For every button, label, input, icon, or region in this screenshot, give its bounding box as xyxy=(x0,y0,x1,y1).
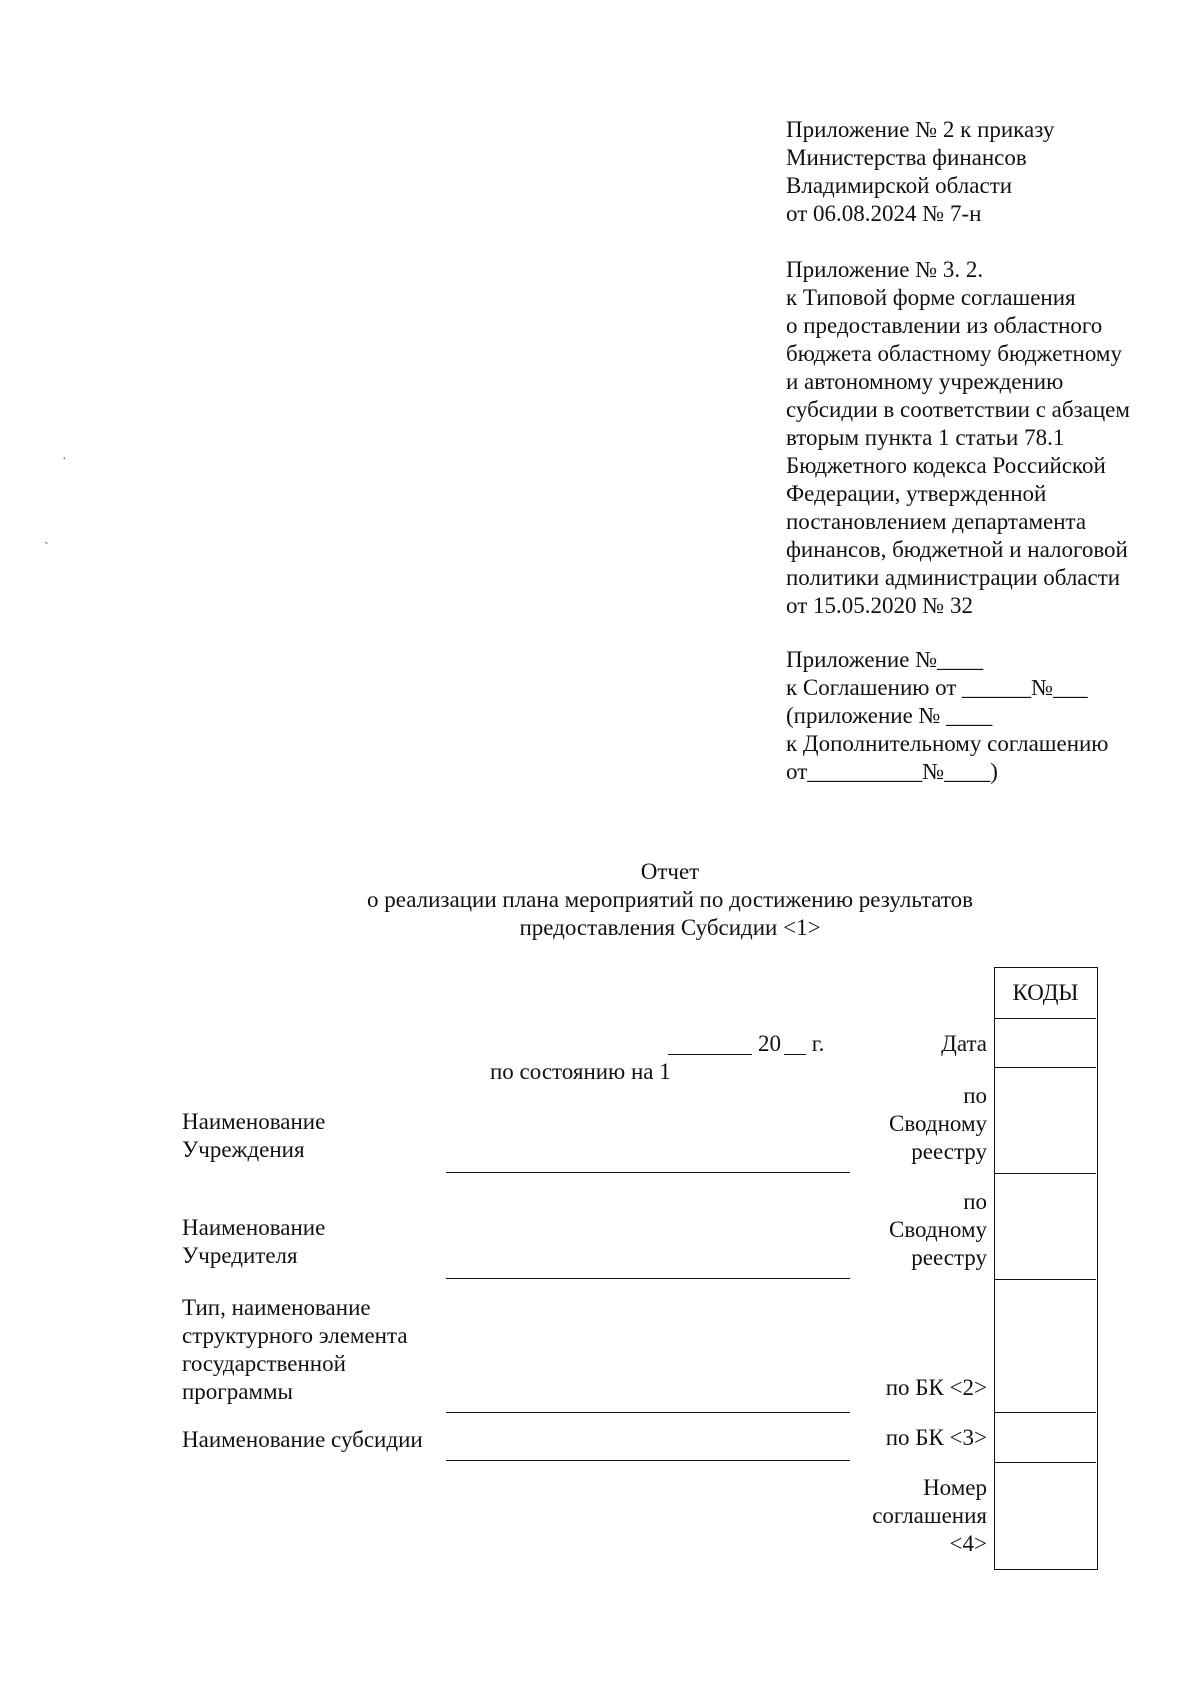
registry-code-cell-1[interactable] xyxy=(995,1067,1096,1174)
report-subtitle-line2: предоставления Субсидии <1> xyxy=(519,915,821,940)
as-of-prefix: по состоянию на 1 xyxy=(490,1059,671,1084)
appendix-line: к Дополнительному соглашению xyxy=(786,731,1109,756)
subsidy-label: Наименование субсидии xyxy=(182,1427,423,1452)
appendix-line: Бюджетного кодекса Российской xyxy=(786,453,1106,478)
scan-speck-mark: · xyxy=(62,452,67,467)
appendix-line: политики администрации области xyxy=(786,565,1121,590)
subsidy-field[interactable] xyxy=(446,1460,850,1461)
appendix-line: от__________№____) xyxy=(786,759,998,784)
appendix-order-note xyxy=(786,116,1054,228)
appendix-line: Приложение №____ xyxy=(786,647,984,672)
scan-tick-mark: ˏ xyxy=(44,530,49,545)
agreement-number-code-cell[interactable] xyxy=(995,1462,1096,1569)
appendix-line: от 15.05.2020 № 32 xyxy=(786,593,973,618)
appendix-line: от 06.08.2024 № 7-н xyxy=(786,201,982,226)
appendix-line: бюджета областному бюджетному xyxy=(786,341,1122,366)
registry-code-label-1: по Сводному реестру xyxy=(888,1083,987,1164)
appendix-line: (приложение № ____ xyxy=(786,703,993,728)
appendix-line: постановлением департамента xyxy=(786,509,1087,534)
appendix-agreement-note xyxy=(786,646,1109,786)
as-of-year-blank[interactable] xyxy=(784,1054,806,1055)
bk3-code-cell[interactable] xyxy=(995,1412,1096,1463)
appendix-form-note xyxy=(786,256,1130,620)
date-code-cell[interactable] xyxy=(995,1018,1096,1068)
institution-field[interactable] xyxy=(446,1172,850,1173)
date-code-label: Дата xyxy=(941,1031,987,1056)
appendix-line: к Соглашению от ______№___ xyxy=(786,675,1088,700)
bk3-code-label: по БК <3> xyxy=(885,1425,987,1450)
appendix-line: Министерства финансов xyxy=(786,145,1027,170)
appendix-line: финансов, бюджетной и налоговой xyxy=(786,537,1128,562)
institution-label: Наименование Учреждения xyxy=(182,1109,326,1162)
codes-header: КОДЫ xyxy=(1012,980,1079,1005)
registry-code-label-2: по Сводному реестру xyxy=(888,1189,987,1270)
appendix-line: Владимирской области xyxy=(786,173,1013,198)
bk2-code-cell[interactable] xyxy=(995,1279,1096,1413)
appendix-line: и автономному учреждению xyxy=(786,369,1064,394)
codes-table xyxy=(994,967,1098,1570)
agreement-number-code-label: Номер соглашения <4> xyxy=(872,1475,987,1556)
report-subtitle-line1: о реализации плана мероприятий по достижению результатов xyxy=(366,887,974,912)
appendix-line: Приложение № 3. 2. xyxy=(786,257,984,282)
program-field[interactable] xyxy=(446,1412,850,1413)
founder-label: Наименование Учредителя xyxy=(182,1215,326,1268)
as-of-date-line xyxy=(467,1030,671,1114)
appendix-line: Федерации, утвержденной xyxy=(786,481,1047,506)
bk2-code-label: по БК <2> xyxy=(885,1375,987,1400)
appendix-line: о предоставлении из областного xyxy=(786,313,1103,338)
registry-code-cell-2[interactable] xyxy=(995,1173,1096,1280)
as-of-year-prefix: 20 xyxy=(758,1031,781,1056)
as-of-month-blank[interactable] xyxy=(668,1054,752,1055)
report-title: Отчет xyxy=(640,859,700,884)
program-label: Тип, наименование структурного элемента государственной программы xyxy=(182,1295,408,1404)
appendix-line: к Типовой форме соглашения xyxy=(786,285,1076,310)
founder-field[interactable] xyxy=(446,1278,850,1279)
appendix-line: субсидии в соответствии с абзацем xyxy=(786,397,1130,422)
appendix-line: Приложение № 2 к приказу xyxy=(786,117,1055,142)
appendix-line: вторым пункта 1 статьи 78.1 xyxy=(786,425,1065,450)
as-of-suffix: г. xyxy=(806,1031,825,1056)
